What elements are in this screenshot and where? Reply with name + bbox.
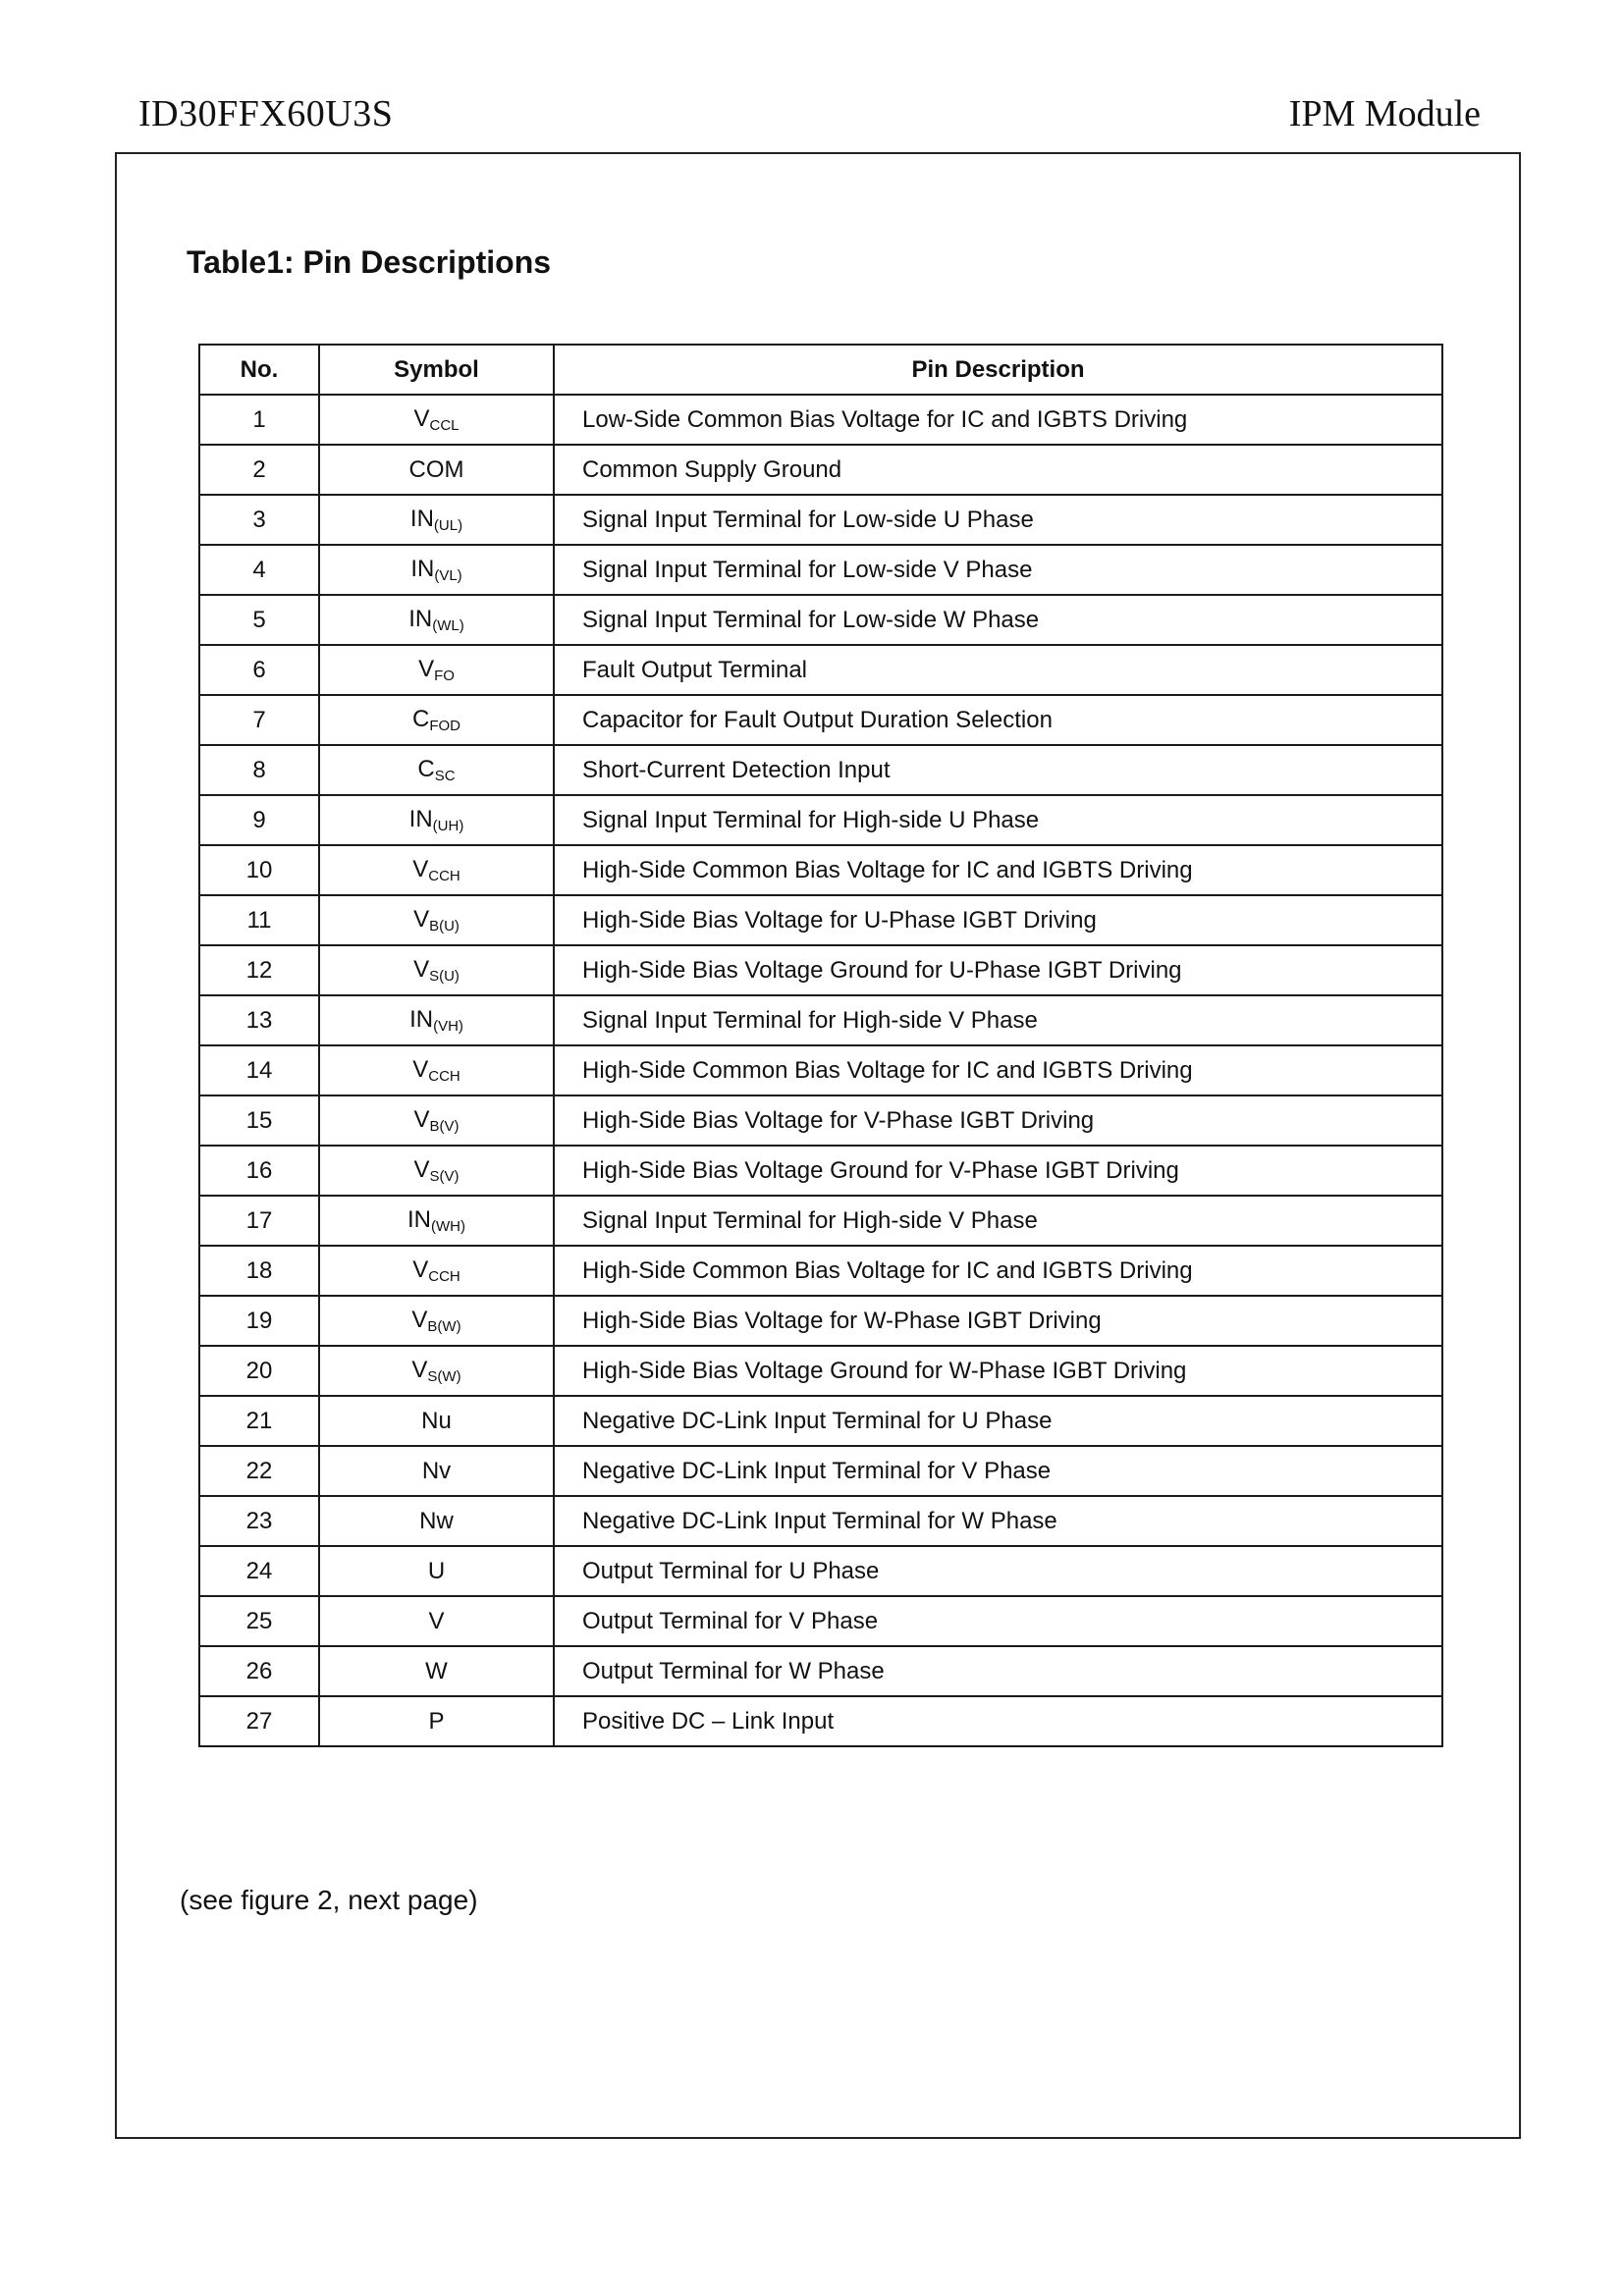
pin-symbol-subscript: B(W) [427, 1318, 461, 1335]
pin-number: 17 [199, 1196, 319, 1246]
table-row [199, 895, 1442, 945]
pin-symbol-subscript: CCH [428, 868, 460, 884]
table-row [199, 1045, 1442, 1095]
pin-symbol-subscript: (UH) [432, 818, 464, 834]
pin-symbol [319, 1246, 554, 1296]
table-row [199, 1396, 1442, 1446]
pin-number: 10 [199, 845, 319, 895]
table-row [199, 1496, 1442, 1546]
pin-description: Signal Input Terminal for High-side V Phase [554, 1196, 1442, 1246]
pin-symbol [319, 1196, 554, 1246]
pin-symbol [319, 695, 554, 745]
pin-description: Output Terminal for W Phase [554, 1646, 1442, 1696]
pin-symbol [319, 445, 554, 495]
pin-description: Output Terminal for U Phase [554, 1546, 1442, 1596]
pin-symbol [319, 795, 554, 845]
pin-symbol-base: V [413, 1106, 430, 1133]
header-part-number: ID30FFX60U3S [138, 93, 394, 134]
figure-note: (see figure 2, next page) [180, 1885, 478, 1915]
pin-symbol [319, 1296, 554, 1346]
pin-number: 20 [199, 1346, 319, 1396]
pin-number: 9 [199, 795, 319, 845]
table-body [199, 395, 1442, 1746]
pin-symbol-base: Nu [421, 1407, 452, 1434]
pin-description: Negative DC-Link Input Terminal for U Phase [554, 1396, 1442, 1446]
pin-symbol-base: C [411, 706, 430, 732]
table-row [199, 1546, 1442, 1596]
pin-symbol [319, 395, 554, 445]
pin-description: High-Side Bias Voltage Ground for U-Phase IGBT Driving [554, 945, 1442, 995]
pin-number: 16 [199, 1146, 319, 1196]
pin-description: Signal Input Terminal for Low-side W Phase [554, 595, 1442, 645]
pin-number: 25 [199, 1596, 319, 1646]
pin-symbol-base: C [417, 756, 435, 782]
pin-description: High-Side Common Bias Voltage for IC and IGBTS Driving [554, 845, 1442, 895]
pin-symbol [319, 895, 554, 945]
pin-symbol-base: W [425, 1657, 448, 1684]
pin-symbol [319, 1396, 554, 1446]
pin-symbol-base: V [413, 956, 430, 983]
pin-description: Negative DC-Link Input Terminal for W Phase [554, 1496, 1442, 1546]
pin-symbol-subscript: (WH) [431, 1218, 465, 1235]
pin-description: Output Terminal for V Phase [554, 1596, 1442, 1646]
pin-symbol-base: COM [408, 455, 464, 483]
pin-symbol-base: V [411, 1357, 428, 1383]
pin-symbol [319, 595, 554, 645]
pin-symbol-subscript: (UL) [433, 517, 463, 534]
pin-description: Positive DC – Link Input [554, 1696, 1442, 1746]
table-row [199, 795, 1442, 845]
pin-number: 7 [199, 695, 319, 745]
pin-symbol [319, 1496, 554, 1546]
pin-number: 18 [199, 1246, 319, 1296]
table-row [199, 1346, 1442, 1396]
pin-symbol [319, 945, 554, 995]
table-row [199, 1446, 1442, 1496]
pin-symbol [319, 1446, 554, 1496]
pin-number: 27 [199, 1696, 319, 1746]
pin-description: Signal Input Terminal for Low-side U Phase [554, 495, 1442, 545]
pin-symbol [319, 1646, 554, 1696]
pin-number: 1 [199, 395, 319, 445]
table-row [199, 845, 1442, 895]
pin-number: 6 [199, 645, 319, 695]
pin-symbol [319, 645, 554, 695]
pin-number: 26 [199, 1646, 319, 1696]
pin-symbol-subscript: S(W) [427, 1368, 461, 1385]
pin-description: High-Side Bias Voltage for W-Phase IGBT Driving [554, 1296, 1442, 1346]
pin-symbol-base: IN [409, 506, 434, 532]
pin-number: 8 [199, 745, 319, 795]
pin-number: 21 [199, 1396, 319, 1446]
pin-number: 12 [199, 945, 319, 995]
table-row [199, 545, 1442, 595]
pin-symbol-base: IN [409, 1006, 434, 1033]
pin-symbol [319, 1146, 554, 1196]
pin-symbol-base: V [413, 906, 430, 933]
pin-symbol [319, 545, 554, 595]
pin-symbol [319, 495, 554, 545]
table-row [199, 1646, 1442, 1696]
pin-symbol-subscript: (WL) [432, 617, 464, 634]
pin-symbol-base: Nw [419, 1507, 454, 1534]
pin-symbol-base: V [412, 856, 429, 882]
table-row [199, 1196, 1442, 1246]
table-row [199, 445, 1442, 495]
table-row [199, 645, 1442, 695]
pin-number: 4 [199, 545, 319, 595]
pin-number: 24 [199, 1546, 319, 1596]
pin-symbol-subscript: FO [434, 667, 455, 684]
table-row [199, 945, 1442, 995]
pin-symbol-base: V [412, 1056, 429, 1083]
pin-symbol-subscript: S(V) [429, 1168, 460, 1185]
pin-symbol-subscript: B(V) [429, 1118, 460, 1135]
pin-description: High-Side Bias Voltage for V-Phase IGBT Driving [554, 1095, 1442, 1146]
pin-symbol-subscript: B(U) [429, 918, 460, 934]
pin-symbol-base: V [418, 656, 435, 682]
table-row [199, 395, 1442, 445]
pin-number: 14 [199, 1045, 319, 1095]
pin-number: 15 [199, 1095, 319, 1146]
pin-symbol [319, 1045, 554, 1095]
table-row [199, 745, 1442, 795]
pin-description: Fault Output Terminal [554, 645, 1442, 695]
table-row [199, 1095, 1442, 1146]
pin-number: 13 [199, 995, 319, 1045]
pin-symbol-subscript: S(U) [429, 968, 460, 985]
pin-description: Negative DC-Link Input Terminal for V Phase [554, 1446, 1442, 1496]
pin-symbol-base: IN [410, 556, 435, 582]
table-row [199, 1246, 1442, 1296]
pin-symbol-base: IN [408, 806, 433, 832]
pin-symbol-subscript: CCH [428, 1068, 460, 1085]
pin-description-table [198, 344, 1443, 1747]
column-header-description: Pin Description [554, 345, 1442, 395]
pin-symbol [319, 1596, 554, 1646]
table-row [199, 495, 1442, 545]
pin-symbol-subscript: CCL [429, 417, 460, 434]
pin-number: 22 [199, 1446, 319, 1496]
pin-description: High-Side Bias Voltage Ground for V-Phase IGBT Driving [554, 1146, 1442, 1196]
pin-symbol-base: P [428, 1707, 445, 1735]
pin-number: 3 [199, 495, 319, 545]
pin-symbol-base: V [413, 405, 430, 432]
pin-symbol-base: IN [407, 1206, 431, 1233]
pin-description: Signal Input Terminal for High-side V Phase [554, 995, 1442, 1045]
table-row [199, 1146, 1442, 1196]
pin-description: Common Supply Ground [554, 445, 1442, 495]
pin-description: High-Side Common Bias Voltage for IC and IGBTS Driving [554, 1246, 1442, 1296]
pin-symbol [319, 1346, 554, 1396]
column-header-no: No. [199, 345, 319, 395]
pin-description: High-Side Common Bias Voltage for IC and IGBTS Driving [554, 1045, 1442, 1095]
pin-description: High-Side Bias Voltage for U-Phase IGBT Driving [554, 895, 1442, 945]
pin-symbol-base: V [411, 1307, 428, 1333]
table-title: Table1: Pin Descriptions [187, 244, 552, 280]
pin-symbol-base: V [413, 1156, 430, 1183]
pin-description: Low-Side Common Bias Voltage for IC and IGBTS Driving [554, 395, 1442, 445]
pin-symbol-subscript: (VL) [434, 567, 462, 584]
table-row [199, 595, 1442, 645]
table-row [199, 695, 1442, 745]
pin-symbol-subscript: FOD [429, 718, 460, 734]
pin-symbol [319, 745, 554, 795]
pin-symbol-base: U [427, 1557, 446, 1584]
pin-description: High-Side Bias Voltage Ground for W-Phase IGBT Driving [554, 1346, 1442, 1396]
pin-symbol-subscript: SC [434, 768, 456, 784]
pin-symbol [319, 1095, 554, 1146]
pin-symbol-base: IN [408, 606, 433, 632]
pin-number: 5 [199, 595, 319, 645]
pin-description: Signal Input Terminal for High-side U Phase [554, 795, 1442, 845]
table-row [199, 1696, 1442, 1746]
header-doc-type: IPM Module [1288, 93, 1481, 134]
column-header-symbol: Symbol [319, 345, 554, 395]
pin-symbol-subscript: CCH [428, 1268, 460, 1285]
pin-description: Capacitor for Fault Output Duration Selection [554, 695, 1442, 745]
table-row [199, 1596, 1442, 1646]
pin-number: 23 [199, 1496, 319, 1546]
pin-description: Short-Current Detection Input [554, 745, 1442, 795]
table-row [199, 1296, 1442, 1346]
pin-number: 2 [199, 445, 319, 495]
pin-number: 19 [199, 1296, 319, 1346]
table-header-row [199, 345, 1442, 395]
pin-symbol-subscript: (VH) [433, 1018, 463, 1035]
pin-symbol-base: Nv [421, 1457, 452, 1484]
pin-symbol [319, 995, 554, 1045]
table-row [199, 995, 1442, 1045]
pin-number: 11 [199, 895, 319, 945]
pin-symbol [319, 845, 554, 895]
pin-symbol [319, 1546, 554, 1596]
pin-description: Signal Input Terminal for Low-side V Phase [554, 545, 1442, 595]
pin-symbol [319, 1696, 554, 1746]
pin-symbol-base: V [428, 1607, 445, 1634]
pin-symbol-base: V [412, 1256, 429, 1283]
